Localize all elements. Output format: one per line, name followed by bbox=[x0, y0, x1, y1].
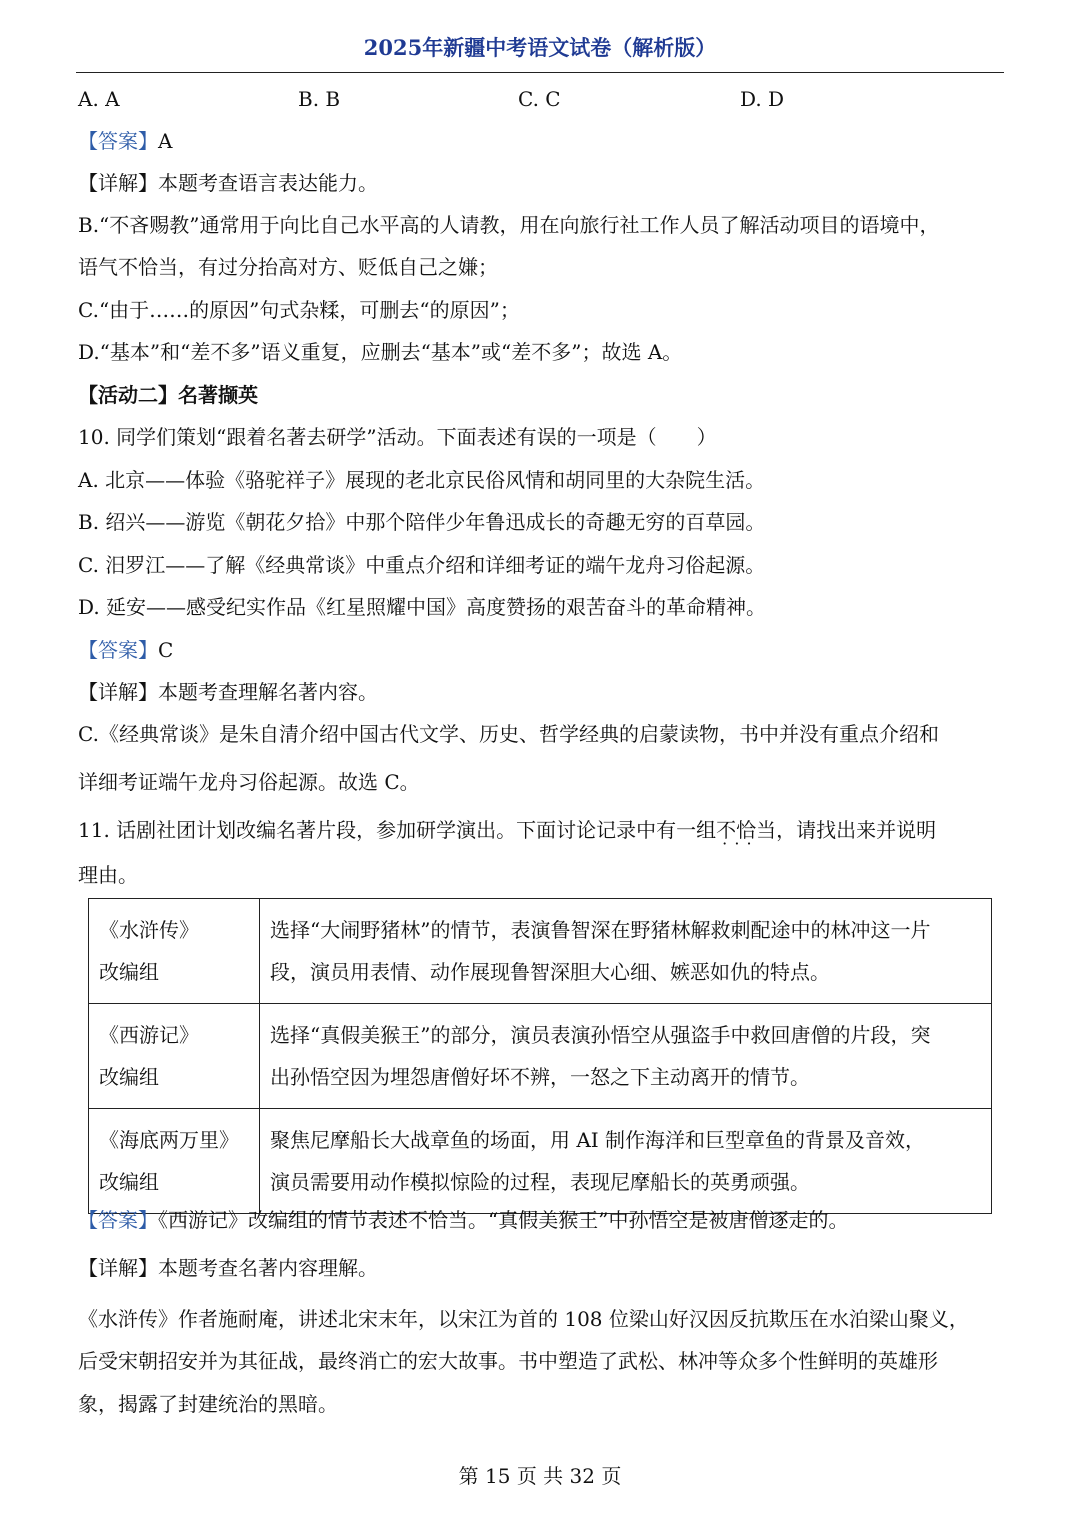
group-name: 《海底两万里》 bbox=[99, 1128, 239, 1152]
group-name-cell bbox=[89, 1109, 260, 1214]
description-line: 聚焦尼摩船长大战章鱼的场面，用 AI 制作海洋和巨型章鱼的背景及音效， bbox=[270, 1128, 926, 1152]
q9-option-c: C. C bbox=[518, 87, 561, 111]
description-line: 段，演员用表情、动作展现鲁智深胆大心细、嫉恶如仇的特点。 bbox=[270, 960, 830, 984]
q11-answer bbox=[78, 1205, 848, 1235]
group-suffix: 改编组 bbox=[99, 960, 159, 984]
q9-detail-line: C.“由于……的原因”句式杂糅，可删去“的原因”； bbox=[78, 298, 520, 322]
section-title: 【活动二】名著撷英 bbox=[78, 383, 258, 407]
q10-option-d: D. 延安——感受纪实作品《红星照耀中国》高度赞扬的艰苦奋斗的革命精神。 bbox=[78, 595, 767, 619]
emphasis-text: 不恰当 · · · bbox=[716, 815, 776, 845]
q9-detail-line: 语气不恰当，有过分抬高对方、贬低自己之嫌； bbox=[78, 255, 498, 279]
q11-stem-part: 11. 话剧社团计划改编名著片段，参加研学演出。下面讨论记录中有一组 bbox=[78, 818, 717, 842]
page-number: 第 15 页 共 32 页 bbox=[458, 1464, 622, 1488]
q9-answer bbox=[78, 126, 172, 156]
detail-tag: 【详解】 bbox=[78, 171, 158, 195]
q10-detail-line: C.《经典常谈》是朱自清介绍中国古代文学、历史、哲学经典的启蒙读物，书中并没有重点介绍和 bbox=[78, 722, 939, 746]
table-row bbox=[89, 1109, 992, 1214]
detail-text: 本题考查理解名著内容。 bbox=[158, 680, 378, 704]
answer-tag: 【答案】 bbox=[78, 638, 158, 662]
detail-text: 本题考查语言表达能力。 bbox=[158, 171, 378, 195]
q11-stem bbox=[78, 815, 936, 845]
group-name-cell bbox=[89, 1004, 260, 1109]
page-header-title: 2025年新疆中考语文试卷（解析版） bbox=[363, 35, 717, 60]
detail-text: 本题考查名著内容理解。 bbox=[158, 1256, 378, 1280]
group-description-cell bbox=[260, 1004, 992, 1109]
answer-value: 《西游记》改编组的情节表述不恰当。“真假美猴王”中孙悟空是被唐僧逐走的。 bbox=[158, 1208, 849, 1232]
description-line: 演员需要用动作模拟惊险的过程，表现尼摩船长的英勇顽强。 bbox=[270, 1170, 810, 1194]
q9-option-b: B. B bbox=[298, 87, 341, 111]
description-line: 选择“大闹野猪林”的情节，表演鲁智深在野猪林解救刺配途中的林冲这一片 bbox=[270, 918, 931, 942]
q9-detail-line: B.“不吝赐教”通常用于向比自己水平高的人请教，用在向旅行社工作人员了解活动项目的语境中， bbox=[78, 213, 940, 237]
group-description-cell bbox=[260, 899, 992, 1004]
answer-value: A bbox=[158, 129, 173, 153]
group-description-cell bbox=[260, 1109, 992, 1214]
q11-stem-continued: 理由。 bbox=[78, 863, 138, 887]
detail-tag: 【详解】 bbox=[78, 1256, 158, 1280]
q10-option-b: B. 绍兴——游览《朝花夕拾》中那个陪伴少年鲁迅成长的奇趣无穷的百草园。 bbox=[78, 510, 766, 534]
answer-tag: 【答案】 bbox=[78, 129, 158, 153]
q10-detail-line: 详细考证端午龙舟习俗起源。故选 C。 bbox=[78, 770, 420, 794]
q10-stem: 10. 同学们策划“跟着名著去研学”活动。下面表述有误的一项是（ ） bbox=[78, 425, 717, 449]
q11-detail-line: 象，揭露了封建统治的黑暗。 bbox=[78, 1392, 338, 1416]
answer-value: C bbox=[158, 638, 174, 662]
description-line: 出孙悟空因为埋怨唐僧好坏不辨，一怒之下主动离开的情节。 bbox=[270, 1065, 810, 1089]
q9-option-d: D. D bbox=[740, 87, 785, 111]
q9-detail-line: D.“基本”和“差不多”语义重复，应删去“基本”或“差不多”；故选 A。 bbox=[78, 340, 683, 364]
q11-detail bbox=[78, 1253, 378, 1283]
table-row bbox=[89, 899, 992, 1004]
adaptation-table bbox=[88, 898, 992, 1214]
q10-answer bbox=[78, 635, 173, 665]
q11-stem-part: ，请找出来并说明 bbox=[776, 818, 937, 842]
group-suffix: 改编组 bbox=[99, 1065, 159, 1089]
header-divider bbox=[76, 72, 1004, 73]
q9-option-a: A. A bbox=[78, 87, 120, 111]
description-line: 选择“真假美猴王”的部分，演员表演孙悟空从强盗手中救回唐僧的片段，突 bbox=[270, 1023, 931, 1047]
q10-option-c: C. 汨罗江——了解《经典常谈》中重点介绍和详细考证的端午龙舟习俗起源。 bbox=[78, 553, 766, 577]
group-name-cell bbox=[89, 899, 260, 1004]
q11-detail-line: 后受宋朝招安并为其征战，最终消亡的宏大故事。书中塑造了武松、林冲等众多个性鲜明的英雄形 bbox=[78, 1349, 938, 1373]
group-name: 《水浒传》 bbox=[99, 918, 199, 942]
q10-option-a: A. 北京——体验《骆驼祥子》展现的老北京民俗风情和胡同里的大杂院生活。 bbox=[78, 468, 766, 492]
detail-tag: 【详解】 bbox=[78, 680, 158, 704]
table-row bbox=[89, 1004, 992, 1109]
answer-tag: 【答案】 bbox=[78, 1208, 158, 1232]
q10-detail bbox=[78, 677, 378, 707]
group-suffix: 改编组 bbox=[99, 1170, 159, 1194]
group-name: 《西游记》 bbox=[99, 1023, 199, 1047]
q9-detail bbox=[78, 168, 378, 198]
q11-detail-line: 《水浒传》作者施耐庵，讲述北宋末年，以宋江为首的 108 位梁山好汉因反抗欺压在水泊梁山聚义， bbox=[78, 1307, 969, 1331]
